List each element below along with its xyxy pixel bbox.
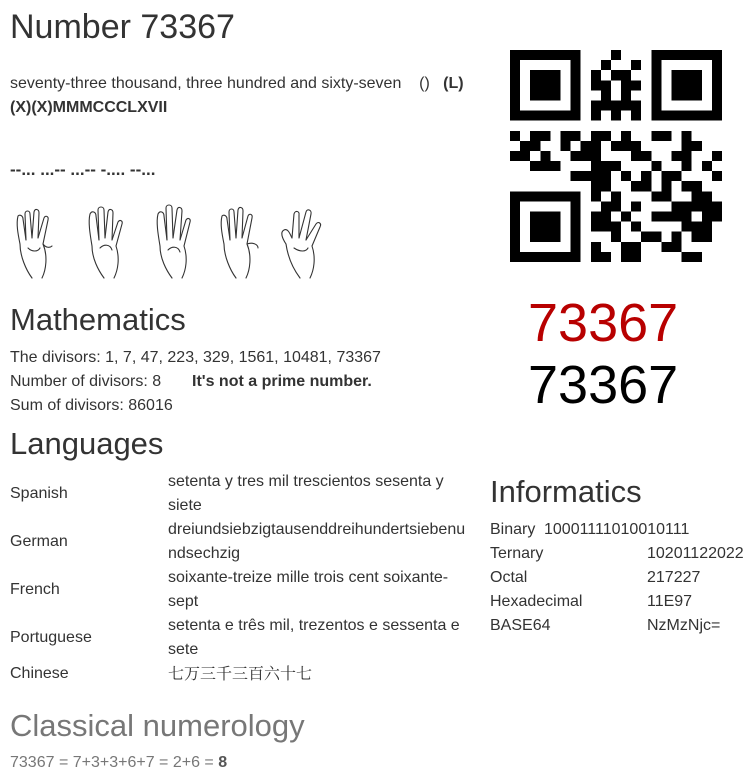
numerology-result: 8 <box>218 754 228 771</box>
roman-numeral-part1: (L) <box>443 75 464 92</box>
language-row-chinese <box>10 662 470 686</box>
info-key: Ternary <box>490 545 544 562</box>
mathematics-section <box>10 346 381 418</box>
info-row-hexadecimal <box>490 590 750 614</box>
hand-sign-3-icon <box>89 207 122 278</box>
hand-sign-6-icon <box>221 207 258 278</box>
info-row-octal <box>490 566 750 590</box>
qr-code-image <box>510 50 722 262</box>
language-value: soixante-treize mille trois cent soixante-sept <box>168 569 449 610</box>
info-key: Hexadecimal <box>490 593 583 610</box>
language-value: setenta y tres mil trescientos sesenta y siete <box>168 473 444 514</box>
language-value: setenta e três mil, trezentos e sessenta e sete <box>168 617 460 658</box>
english-words: seventy-three thousand, three hundred and sixty-seven <box>10 75 402 92</box>
informatics-heading: Informatics <box>490 474 642 509</box>
info-row-base64 <box>490 614 750 638</box>
sum-of-divisors: Sum of divisors: 86016 <box>10 397 173 414</box>
mathematics-heading: Mathematics <box>10 302 186 337</box>
language-row-portuguese <box>10 614 470 662</box>
hand-sign-7-icon <box>17 209 52 278</box>
info-value: 217227 <box>647 569 701 586</box>
prime-status: It's not a prime number. <box>192 373 372 390</box>
info-value: 11E97 <box>647 593 693 610</box>
number-display-black: 73367 <box>528 355 679 415</box>
sign-language-hands-image <box>10 204 340 282</box>
info-value: 10201122022 <box>647 545 744 562</box>
language-name: Chinese <box>10 665 69 682</box>
language-name: French <box>10 581 60 598</box>
numerology-formula <box>10 754 227 772</box>
info-value: 10001111010010111 <box>544 521 690 538</box>
languages-table <box>10 470 470 686</box>
info-row-ternary <box>490 542 750 566</box>
numerology-sum: 73367 = 7+3+3+6+7 = 2+6 = <box>10 754 214 771</box>
language-row-spanish <box>10 470 470 518</box>
informatics-section <box>490 518 750 638</box>
number-in-words <box>10 72 480 120</box>
divisors-list: The divisors: 1, 7, 47, 223, 329, 1561, 10481, 73367 <box>10 349 381 366</box>
info-key: BASE64 <box>490 617 551 634</box>
language-row-german <box>10 518 470 566</box>
number-display-red: 73367 <box>528 293 679 353</box>
morse-code: --... ...-- ...-- -.... --... <box>10 160 156 179</box>
language-row-french <box>10 566 470 614</box>
page-title: Number 73367 <box>10 8 235 46</box>
words-paren: () <box>419 75 430 92</box>
numerology-heading: Classical numerology <box>10 708 305 743</box>
languages-heading: Languages <box>10 426 164 461</box>
info-key: Binary <box>490 521 536 538</box>
hand-sign-7b-icon <box>282 210 321 278</box>
info-row-binary <box>490 518 750 542</box>
language-value: 七万三千三百六十七 <box>168 664 313 683</box>
language-value: dreiundsiebzigtausenddreihundertsiebenu ndsechzig <box>168 521 466 562</box>
number-of-divisors: Number of divisors: 8 <box>10 373 162 390</box>
language-name: Spanish <box>10 485 68 502</box>
roman-numeral-part2: (X)(X)MMMCCCLXVII <box>10 99 168 116</box>
language-name: German <box>10 533 68 550</box>
hand-sign-3b-icon <box>157 205 190 278</box>
info-value: NzMzNjc= <box>647 617 721 634</box>
info-key: Octal <box>490 569 528 586</box>
language-name: Portuguese <box>10 629 92 646</box>
